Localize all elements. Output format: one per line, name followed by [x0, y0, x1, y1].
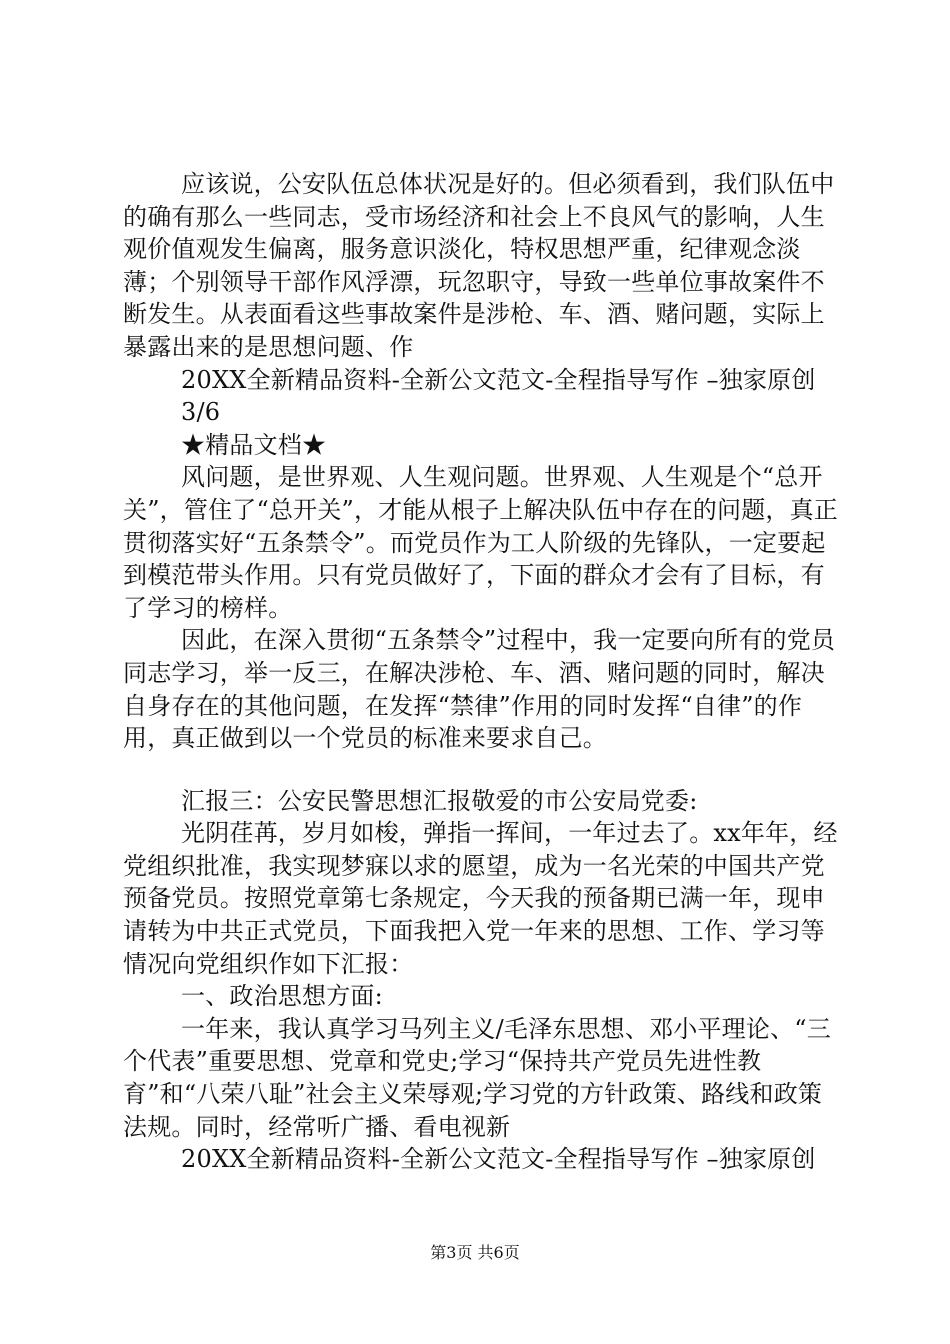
paragraph: 应该说，公安队伍总体状况是好的。但必须看到，我们队伍中的确有那么一些同志，受市场经济和社会上不良风气的影响，人生观价值观发生偏离，服务意识淡化，特权思想严重，纪律观念淡薄；个别领导干部作风浮漂，玩忽职守，导致一些单位事故案件不断发生。从表面看这些事故案件是涉枪、车、酒、赌问题，实际上暴露出来的是思想问题、作 [123, 170, 835, 361]
watermark-line: 20XX全新精品资料-全新公文范文-全程指导写作 –独家原创 [181, 365, 816, 394]
subsection-heading: 一、政治思想方面: [181, 982, 383, 1011]
paragraph: 光阴荏苒，岁月如梭，弹指一挥间，一年过去了。xx年年，经党组织批准，我实现梦寐以求的愿望，成为一名光荣的中国共产党预备党员。按照党章第七条规定，今天我的预备期已满一年，现申请转为中共正式党员，下面我把入党一年来的思想、工作、学习等情况向党组织作如下汇报： [123, 819, 838, 978]
doc-badge: ★精品文档★ [181, 430, 327, 459]
paragraph: 因此，在深入贯彻“五条禁令”过程中，我一定要向所有的党员同志学习，举一反三，在解决涉枪、车、酒、赌问题的同时，解决自身存在的其他问题，在发挥“禁律”作用的同时发挥“自律”的作用，真正做到以一个党员的标准来要求自己。 [123, 626, 836, 753]
paragraph: 风问题，是世界观、人生观问题。世界观、人生观是个“总开关”，管住了“总开关”，才能从根子上解决队伍中存在的问题，真正贯彻落实好“五条禁令”。而党员作为工人阶级的先锋队，一定要起到模范带头作用。只有党员做好了，下面的群众才会有了目标，有了学习的榜样。 [123, 463, 839, 622]
page-fraction: 3/6 [181, 398, 221, 427]
section-heading: 汇报三：公安民警思想汇报敬爱的市公安局党委: [181, 786, 698, 815]
watermark-line: 20XX全新精品资料-全新公文范文-全程指导写作 –独家原创 [181, 1145, 816, 1174]
section-gap [123, 755, 843, 785]
page-footer: 第3页 共6页 [430, 1243, 520, 1262]
document-body [123, 168, 843, 1176]
paragraph: 一年来，我认真学习马列主义/毛泽东思想、邓小平理论、“三个代表”重要思想、党章和党史;学习“保持共产党员先进性教育”和“八荣八耻”社会主义荣辱观;学习党的方针政策、路线和政策法规。同时，经常听广播、看电视新 [123, 1014, 831, 1141]
